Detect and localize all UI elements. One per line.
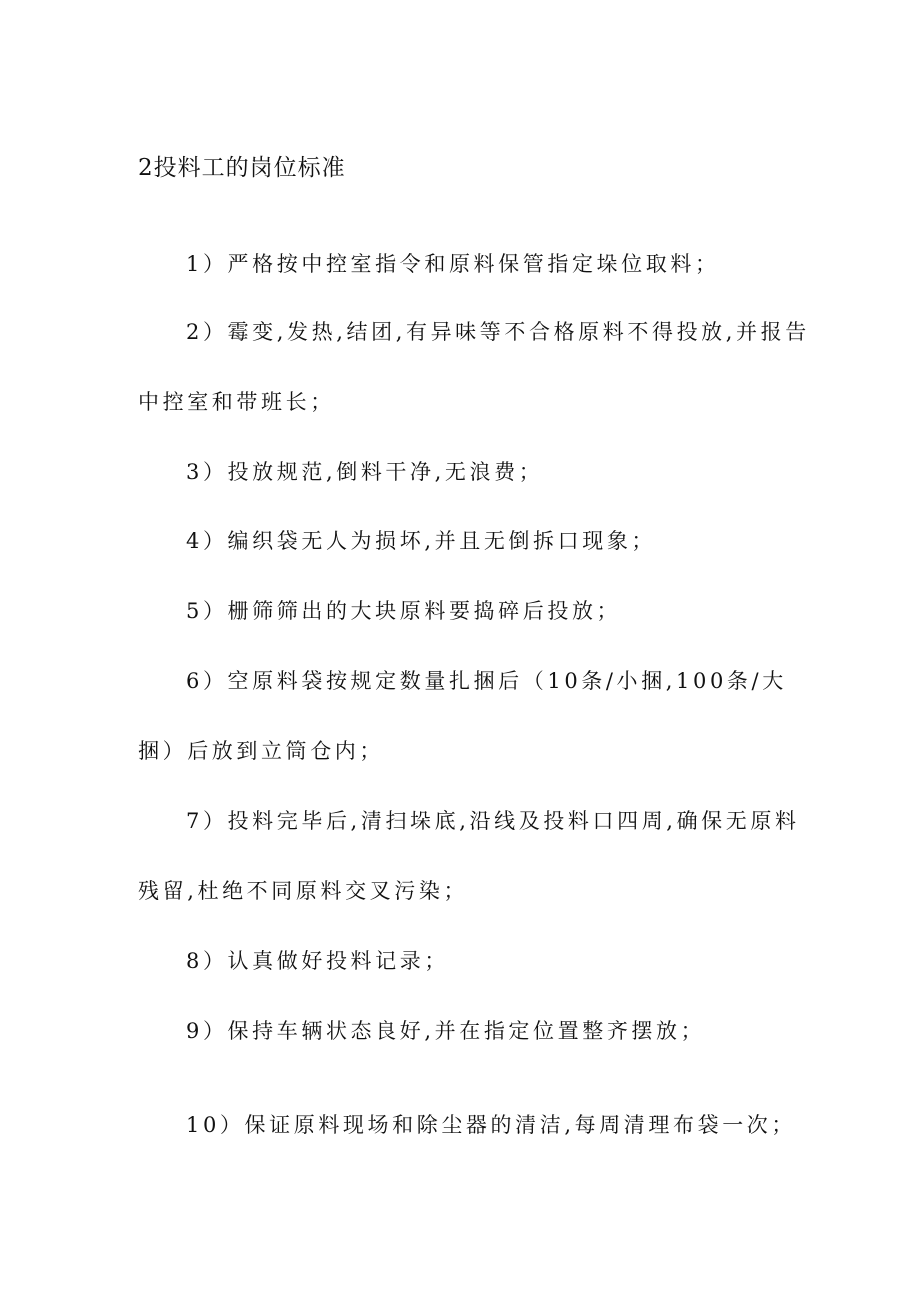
section-heading: 2投料工的岗位标准 — [138, 155, 346, 181]
standard-item-3: 3）投放规范,倒料干净,无浪费； — [186, 460, 544, 484]
standard-item-2: 2）霉变,发热,结团,有异味等不合格原料不得投放,并报告 — [186, 320, 810, 344]
standard-item-8: 8）认真做好投料记录； — [186, 949, 449, 973]
standard-item-5: 5）栅筛筛出的大块原料要捣碎后投放； — [186, 599, 622, 623]
standard-item-6: 6）空原料袋按规定数量扎捆后（10条/小捆,100条/大 — [186, 669, 787, 693]
standard-item-2-cont: 中控室和带班长； — [138, 390, 335, 414]
standard-item-4: 4）编织袋无人为损坏,并且无倒拆口现象； — [186, 529, 657, 553]
standard-item-6-cont: 捆）后放到立筒仓内； — [138, 739, 384, 763]
standard-item-10: 10）保证原料现场和除尘器的清洁,每周清理布袋一次； — [186, 1113, 796, 1137]
standard-item-9: 9）保持车辆状态良好,并在指定位置整齐摆放； — [186, 1019, 706, 1043]
standard-item-1: 1）严格按中控室指令和原料保管指定垛位取料； — [186, 252, 720, 276]
standard-item-7: 7）投料完毕后,清扫垛底,沿线及投料口四周,确保无原料 — [186, 809, 800, 833]
standard-item-7-cont: 残留,杜绝不同原料交叉污染； — [138, 879, 469, 903]
